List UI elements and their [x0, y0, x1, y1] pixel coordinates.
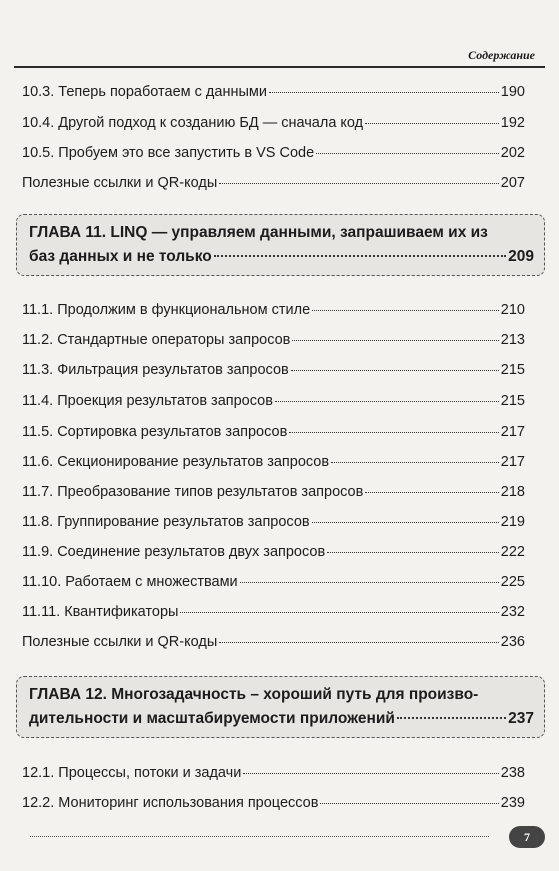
- leader-dots: [275, 401, 499, 402]
- toc-entry-label: Полезные ссылки и QR-коды: [22, 175, 218, 191]
- running-header-title: Содержание: [468, 48, 535, 62]
- toc-entry[interactable]: [22, 360, 525, 380]
- chapter-page: 237: [508, 710, 534, 727]
- leader-dots: [292, 340, 498, 341]
- leader-dots: [291, 370, 499, 371]
- toc-entry[interactable]: [22, 602, 525, 622]
- toc-entry-page: 190: [500, 84, 525, 100]
- toc-entry-page: 215: [500, 393, 525, 409]
- leader-dots: [240, 582, 499, 583]
- toc-entry-page: 225: [500, 574, 525, 590]
- toc-entry[interactable]: [22, 422, 525, 442]
- leader-dots: [214, 255, 506, 257]
- toc-entry[interactable]: [22, 452, 525, 472]
- leader-dots: [219, 642, 499, 643]
- toc-entry-page: 213: [500, 332, 525, 348]
- leader-dots: [331, 462, 499, 463]
- chapter-title-line-1: ГЛАВА 12. Многозадачность – хороший путь для произво-: [29, 686, 479, 703]
- toc-entry-label: 11.5. Сортировка результатов запросов: [22, 424, 288, 440]
- toc-entry[interactable]: [22, 330, 525, 350]
- toc-entry-page: 239: [500, 795, 525, 811]
- toc-entry[interactable]: [22, 391, 525, 411]
- leader-dots: [219, 183, 499, 184]
- leader-dots: [312, 522, 499, 523]
- footer-dots: [30, 836, 489, 837]
- leader-dots: [316, 153, 499, 154]
- toc-entry-label: 10.3. Теперь поработаем с данными: [22, 84, 267, 100]
- toc-entry[interactable]: [22, 113, 525, 133]
- toc-entry-page: 219: [500, 514, 525, 530]
- toc-entry-label: 11.1. Продолжим в функциональном стиле: [22, 302, 311, 318]
- toc-entry[interactable]: [22, 82, 525, 102]
- toc-entry-page: 192: [500, 115, 525, 131]
- chapter-11-heading[interactable]: [16, 214, 545, 276]
- leader-dots: [180, 612, 498, 613]
- toc-entry-page: 202: [500, 145, 525, 161]
- leader-dots: [365, 492, 498, 493]
- leader-dots: [312, 310, 499, 311]
- toc-entry-page: 217: [500, 424, 525, 440]
- toc-entry-label: 10.4. Другой подход к созданию БД — сначала код: [22, 115, 364, 131]
- leader-dots: [243, 773, 498, 774]
- toc-entry[interactable]: [22, 512, 525, 532]
- toc-entry[interactable]: [22, 793, 525, 813]
- toc-entry-page: 222: [500, 544, 525, 560]
- leader-dots: [320, 803, 498, 804]
- toc-entry[interactable]: [22, 542, 525, 562]
- toc-entry-page: 217: [500, 454, 525, 470]
- toc-entry-page: 238: [500, 765, 525, 781]
- running-header: [14, 44, 545, 68]
- page-number-badge: 7: [509, 826, 545, 848]
- toc-entry-page: 207: [500, 175, 525, 191]
- toc-entry-label: 11.2. Стандартные операторы запросов: [22, 332, 291, 348]
- toc-entry-label: 11.3. Фильтрация результатов запросов: [22, 362, 289, 378]
- toc-entry-label: 11.4. Проекция результатов запросов: [22, 393, 273, 409]
- toc-entry-label: 11.6. Секционирование результатов запросов: [22, 454, 330, 470]
- toc-entry-page: 236: [500, 634, 525, 650]
- leader-dots: [397, 717, 506, 719]
- toc-entry-page: 232: [500, 604, 525, 620]
- chapter-title-line-2: баз данных и не только: [29, 248, 212, 265]
- toc-entry-label: 12.2. Мониторинг использования процессов: [22, 795, 319, 811]
- toc-entry-label: 11.9. Соединение результатов двух запросов: [22, 544, 326, 560]
- toc-entry-label: 11.11. Квантификаторы: [22, 604, 179, 620]
- toc-entry-label: 11.8. Группирование результатов запросов: [22, 514, 310, 530]
- leader-dots: [269, 92, 499, 93]
- toc-entry-label: 10.5. Пробуем это все запустить в VS Code: [22, 145, 315, 161]
- toc-entry[interactable]: [22, 173, 525, 193]
- leader-dots: [327, 552, 499, 553]
- toc-entry[interactable]: [22, 572, 525, 592]
- chapter-page: 209: [508, 248, 534, 265]
- leader-dots: [289, 432, 499, 433]
- toc-entry-page: 215: [500, 362, 525, 378]
- toc-entry-page: 218: [500, 484, 525, 500]
- toc-entry[interactable]: [22, 482, 525, 502]
- toc-entry[interactable]: [22, 632, 525, 652]
- toc-entry[interactable]: [22, 763, 525, 783]
- chapter-title-line-2: дительности и масштабируемости приложений: [29, 710, 395, 727]
- toc-entry[interactable]: [22, 143, 525, 163]
- toc-entry-label: 11.7. Преобразование типов результатов запросов: [22, 484, 364, 500]
- chapter-title-line-1: ГЛАВА 11. LINQ — управляем данными, запрашиваем их из: [29, 224, 488, 241]
- leader-dots: [365, 123, 499, 124]
- toc-entry-label: 11.10. Работаем с множествами: [22, 574, 238, 590]
- chapter-12-heading[interactable]: [16, 676, 545, 738]
- toc-entry-label: 12.1. Процессы, потоки и задачи: [22, 765, 242, 781]
- toc-entry-page: 210: [500, 302, 525, 318]
- toc-entry[interactable]: [22, 300, 525, 320]
- toc-entry-label: Полезные ссылки и QR-коды: [22, 634, 218, 650]
